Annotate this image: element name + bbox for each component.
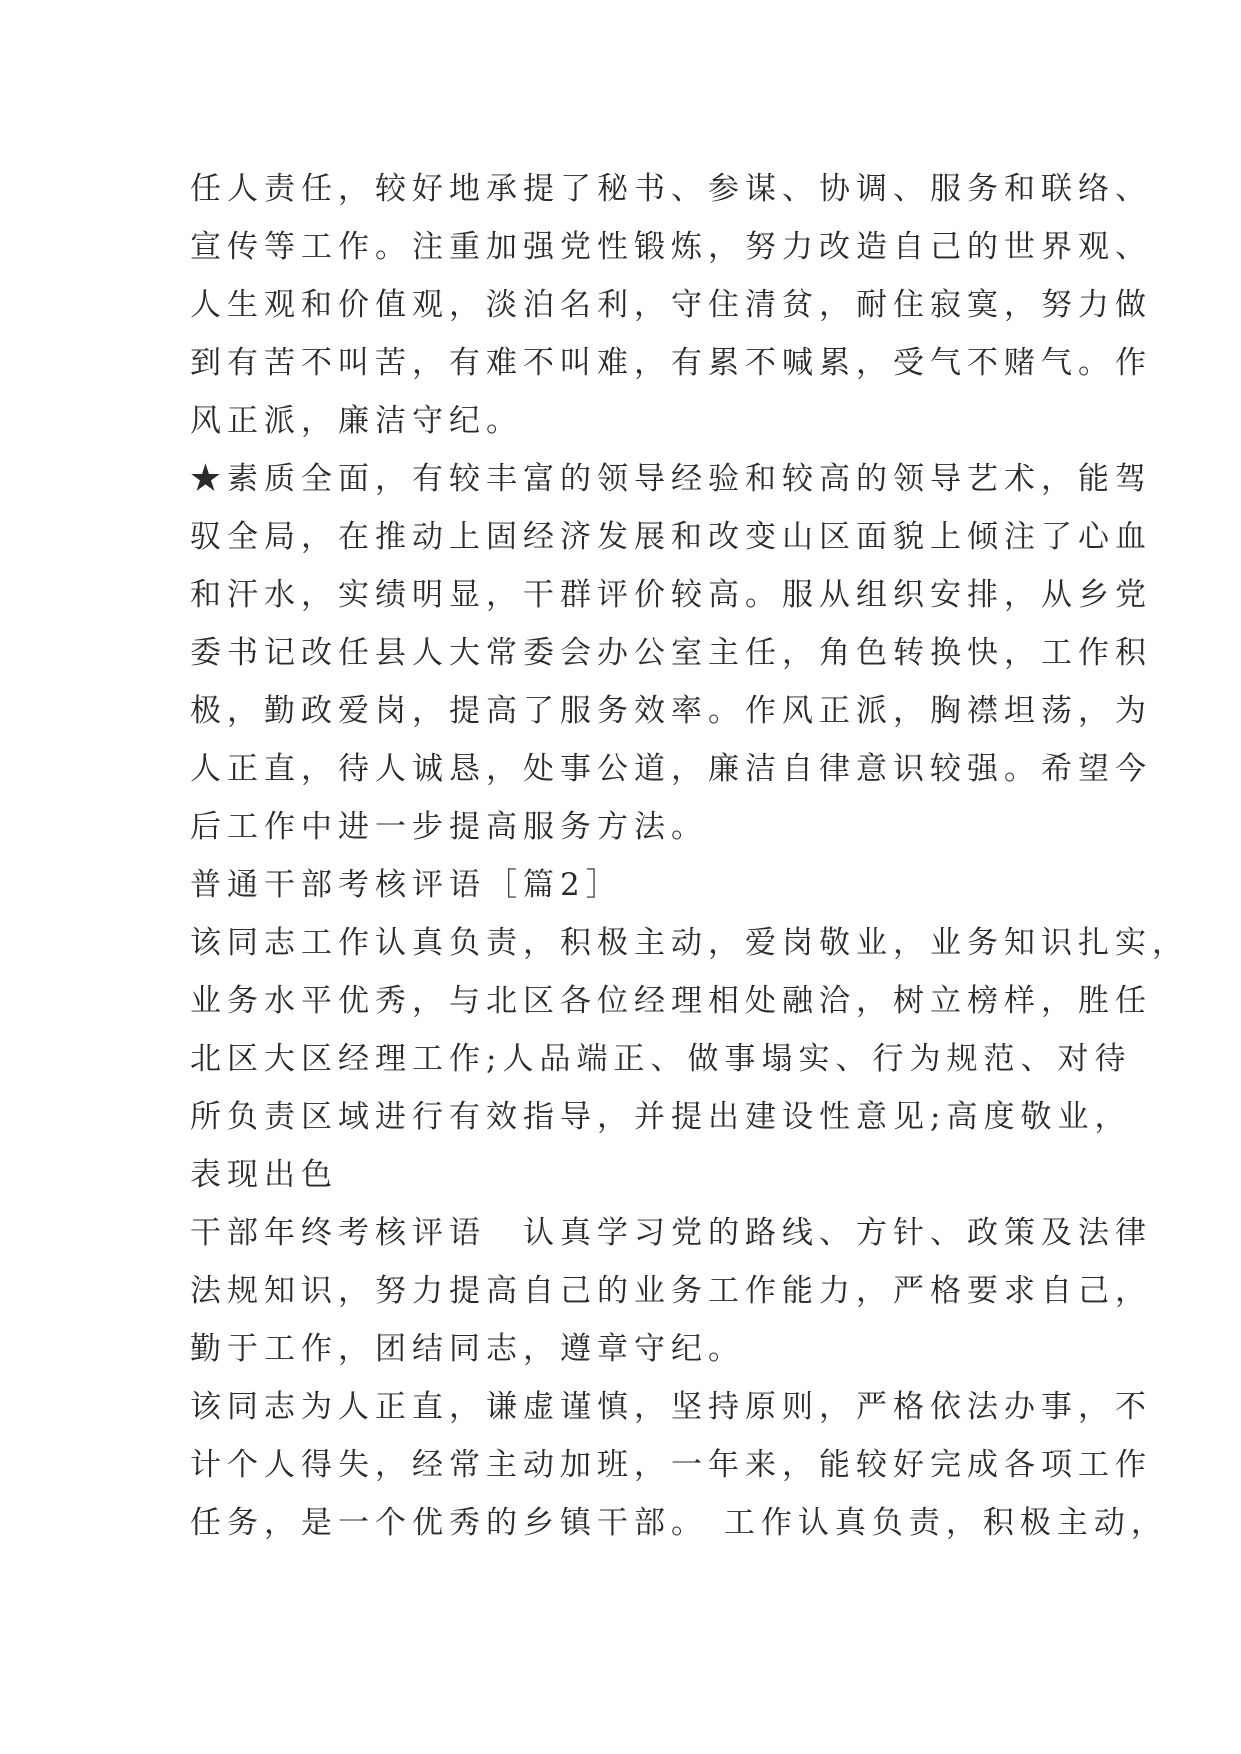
text-line: 业务水平优秀，与北区各位经理相处融洽，树立榜样，胜任 (190, 983, 1152, 1019)
text-line: 委书记改任县人大常委会办公室主任，角色转换快，工作积 (190, 635, 1152, 671)
text-line: 风正派，廉洁守纪。 (190, 403, 523, 439)
text-line: 任人责任，较好地承提了秘书、参谋、协调、服务和联络、 (190, 171, 1152, 207)
text-line: 勤于工作，团结同志，遵章守纪。 (190, 1331, 745, 1367)
text-line: 表现出色 (190, 1157, 338, 1193)
text-line: 北区大区经理工作;人品端正、做事塌实、行为规范、对待 (190, 1041, 1132, 1077)
text-line: 计个人得失，经常主动加班，一年来，能较好完成各项工作 (190, 1447, 1152, 1483)
text-line: 所负责区域进行有效指导，并提出建设性意见;高度敬业， (190, 1099, 1132, 1135)
text-line: 该同志为人正直，谦虚谨慎，坚持原则，严格依法办事，不 (190, 1389, 1152, 1425)
section-heading: 普通干部考核评语［篇2］ (190, 867, 623, 903)
text-line: 任务，是一个优秀的乡镇干部。 工作认真负责，积极主动， (190, 1505, 1168, 1541)
text-line: 和汗水，实绩明显，干群评价较高。服从组织安排，从乡党 (190, 577, 1152, 613)
text-line: 干部年终考核评语 认真学习党的路线、方针、政策及法律 (190, 1215, 1152, 1251)
text-line: 到有苦不叫苦，有难不叫难，有累不喊累，受气不赌气。作 (190, 345, 1152, 381)
text-line: 该同志工作认真负责，积极主动，爱岗敬业，业务知识扎实， (190, 925, 1189, 961)
text-line: 宣传等工作。注重加强党性锻炼，努力改造自己的世界观、 (190, 229, 1152, 265)
text-line: 人正直，待人诚恳，处事公道，廉洁自律意识较强。希望今 (190, 751, 1152, 787)
text-line: 人生观和价值观，淡泊名利，守住清贫，耐住寂寞，努力做 (190, 287, 1152, 323)
text-line: 法规知识，努力提高自己的业务工作能力，严格要求自己， (190, 1273, 1152, 1309)
text-line: 后工作中进一步提高服务方法。 (190, 809, 708, 845)
text-line: 极，勤政爱岗，提高了服务效率。作风正派，胸襟坦荡，为 (190, 693, 1152, 729)
text-line: ★素质全面，有较丰富的领导经验和较高的领导艺术，能驾 (190, 461, 1152, 497)
text-line: 驭全局，在推动上固经济发展和改变山区面貌上倾注了心血 (190, 519, 1152, 555)
body-text (190, 160, 1189, 1552)
